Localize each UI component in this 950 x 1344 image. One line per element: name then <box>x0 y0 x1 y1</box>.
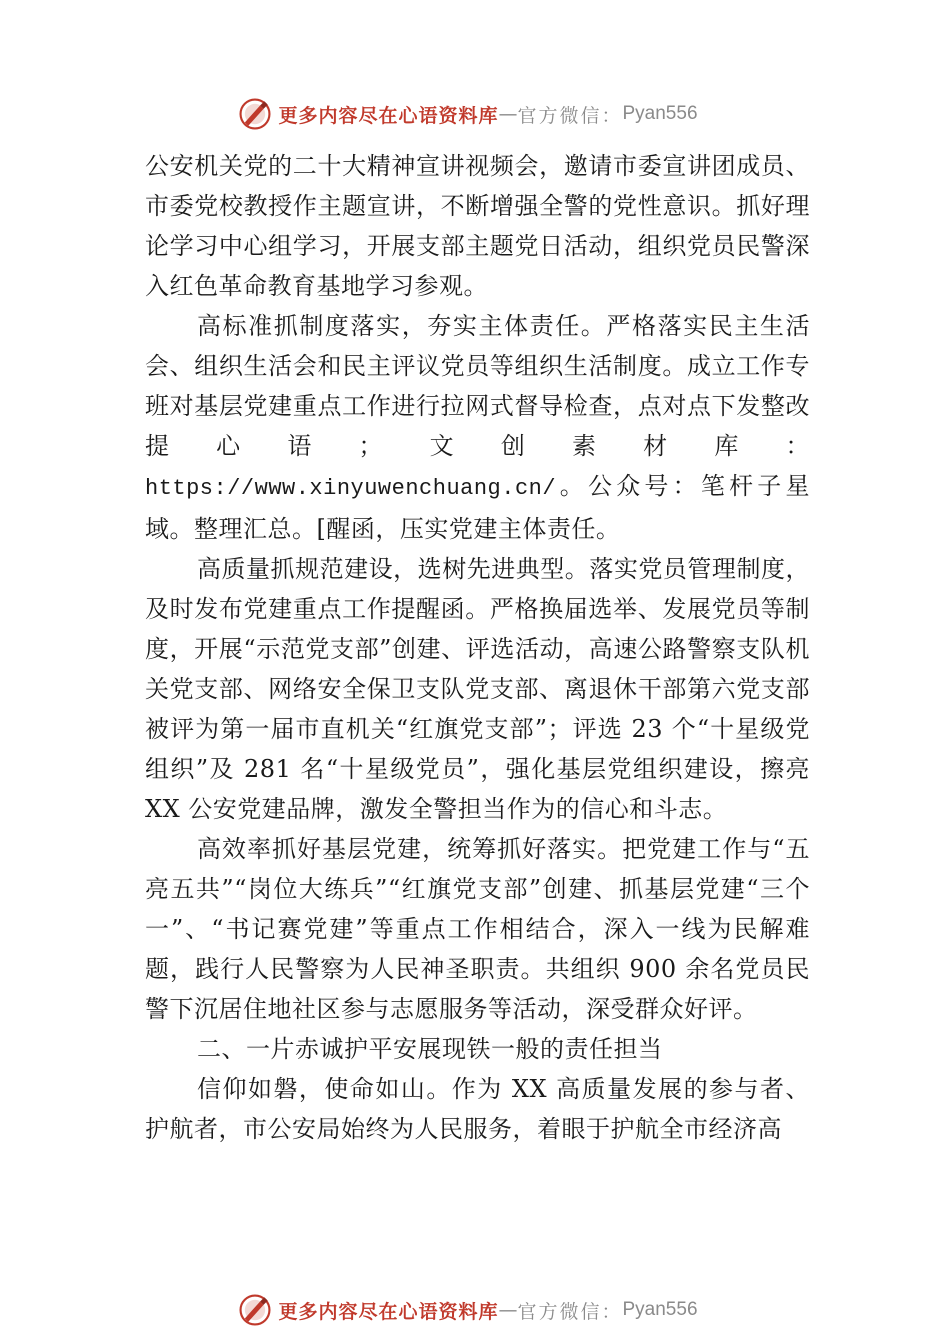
footer-title: 更多内容尽在心语资料库 <box>278 1300 499 1323</box>
paragraph-6: 信仰如磐，使命如山。作为 XX 高质量发展的参与者、护航者，市公安局始终为人民服务，着眼于护航全市经济高 <box>145 1075 810 1143</box>
footer-dash: — <box>498 1299 518 1321</box>
footer-wechat-label: 官方微信： <box>517 1300 623 1323</box>
paragraph-2-url: https://www.xinyuwenchuang.cn/ <box>145 476 557 501</box>
paragraph-4: 高效率抓好基层党建，统筹抓好落实。把党建工作与“五亮五共”“岗位大练兵”“红旗党支部”创建、抓基层党建“三个一”、“书记赛党建”等重点工作相结合，深入一线为民解难题，践行人民警察为人民神圣职责。共组织 900 余名党员民警下沉居住地社区参与志愿服务等活动，深受群众好评。 <box>145 835 810 1023</box>
pen-emblem-icon <box>238 97 272 131</box>
banner-title: 更多内容尽在心语资料库 <box>278 104 499 127</box>
banner-dash: — <box>498 103 518 125</box>
footer-banner <box>0 1288 950 1332</box>
footer-wechat-id: Pyan556 <box>622 1299 698 1320</box>
paragraph-2-text-a: 高标准抓制度落实，夯实主体责任。严格落实民主生活会、组织生活会和民主评议党员等组织生活制度。成立工作专班对基层党建重点工作进行拉网式督导检查，点对点下发整改提心语；文创素材库： <box>145 312 810 460</box>
banner-wechat-label: 官方微信： <box>517 104 623 127</box>
pen-emblem-icon <box>238 1293 272 1327</box>
banner-wechat-id: Pyan556 <box>622 103 698 124</box>
paragraph-3: 高质量抓规范建设，选树先进典型。落实党员管理制度，及时发布党建重点工作提醒函。严格换届选举、发展党员等制度，开展“示范党支部”创建、评选活动，高速公路警察支队机关党支部、网络安全保卫支队党支部、离退休干部第六党支部被评为第一届市直机关“红旗党支部”；评选 23 个“十星级党组织”及 281 名“十星级党员”，强化基层党组织建设，擦亮 XX 公安党建品牌，激发全警担当作为的信心和斗志。 <box>145 555 810 823</box>
paragraph-1: 公安机关党的二十大精神宣讲视频会，邀请市委宣讲团成员、市委党校教授作主题宣讲，不断增强全警的党性意识。抓好理论学习中心组学习，开展支部主题党日活动，组织党员民警深入红色革命教育基地学习参观。 <box>145 152 810 300</box>
document-body <box>145 146 810 1149</box>
section-heading: 二、一片赤诚护平安展现铁一般的责任担当 <box>197 1035 663 1063</box>
header-banner <box>0 92 950 136</box>
paragraph-2-text-b: 。公众号：笔杆子星域。整理汇总。[醒函，压实党建主体责任。 <box>145 472 810 543</box>
paragraph-2 <box>145 306 810 549</box>
